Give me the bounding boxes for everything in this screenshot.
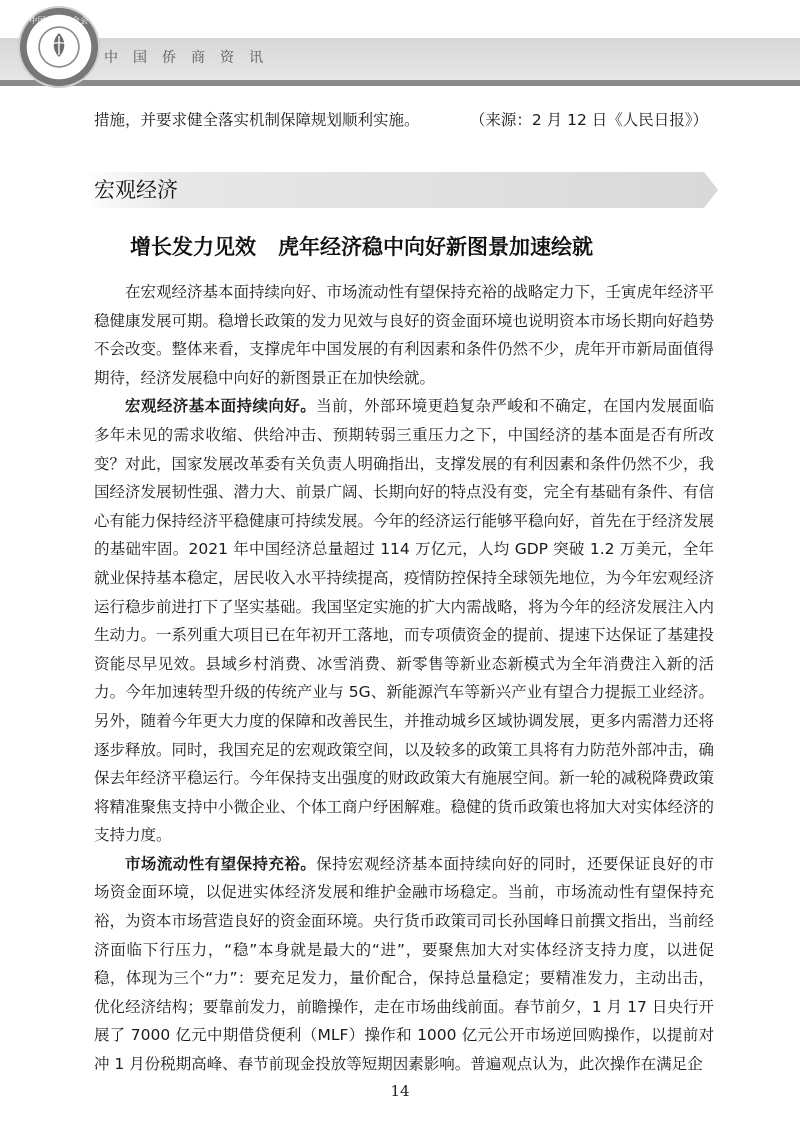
paragraph-lead: 市场流动性有望保持充裕。 bbox=[125, 854, 317, 873]
page-header bbox=[0, 0, 800, 88]
paragraph-lead: 宏观经济基本面持续向好。 bbox=[125, 397, 317, 416]
previous-article-ending bbox=[94, 106, 714, 134]
article-body bbox=[94, 278, 714, 1079]
section-title: 宏观经济 bbox=[94, 178, 178, 202]
section-heading-bar bbox=[84, 172, 704, 208]
paragraph-text: 当前，外部环境更趋复杂严峻和不确定，在国内发展面临多年未见的需求收缩、供给冲击、预期转弱三重压力之下，中国经济的基本面是否有所改变？对此，国家发展改革委有关负责人明确指出，支撑发展的有利因素和条件仍然不少，我国经济发展韧性强、潜力大、前景广阔、长期向好的特点没有变，完全有基础有条件、有信心有能力保持经济平稳健康可持续发展。今年的经济运行能够平稳向好，首先在于经济发展的基础牢固。2021 年中国经济总量超过 114 万亿元，人均 GDP 突破 1.2 万美元，全年就业保持基本稳定，居民收入水平持续提高，疫情防控保持全球领先地位，为今年宏观经济运行稳步前进打下了坚实基础。我国坚定实施的扩大内需战略，将为今年的经济发展注入内生动力。一系列重大项目已在年初开工落地，而专项债资金的提前、提速下达保证了基建投资能尽早见效。县域乡村消费、冰雪消费、新零售等新业态新模式为全年消费注入新的活力。今年加速转型升级的传统产业与 5G、新能源汽车等新兴产业有望合力提振工业经济。另外，随着今年更大力度的保障和改善民生，并推动城乡区域协调发展，更多内需潜力还将逐步释放。同时，我国充足的宏观政策空间，以及较多的政策工具将有力防范外部冲击，确保去年经济平稳运行。今年保持支出强度的财政政策大有施展空间。新一轮的减税降费政策将精准聚焦支持中小微企业、个体工商户纾困解难。稳健的货币政策也将加大对实体经济的支持力度。 bbox=[94, 397, 715, 845]
paragraph-text: 在宏观经济基本面持续向好、市场流动性有望保持充裕的战略定力下，壬寅虎年经济平稳健康发展可期。稳增长政策的发力见效与良好的资金面环境也说明资本市场长期向好趋势不会改变。整体来看，支撑虎年中国发展的有利因素和条件仍然不少，虎年开市新局面值得期待，经济发展稳中向好的新图景正在加快绘就。 bbox=[94, 283, 715, 387]
source-citation: （来源：2 月 12 日《人民日报》） bbox=[469, 111, 708, 129]
header-title: 中国侨商资讯 bbox=[104, 50, 278, 66]
paragraph-text: 保持宏观经济基本面持续向好的同时，还要保证良好的市场资金面环境，以促进实体经济发展和维护金融市场稳定。当前，市场流动性有望保持充裕，为资本市场营造良好的资金面环境。央行货币政策司司长孙国峰日前撰文指出，当前经济面临下行压力，“稳”本身就是最大的“进”，要聚焦加大对实体经济支持力度，以进促稳，体现为三个“力”：要充足发力，量价配合，保持总量稳定；要精准发力，主动出击，优化经济结构；要靠前发力，前瞻操作，走在市场曲线前面。春节前夕，1 月 17 日央行开展了 7000 亿元中期借贷便利（MLF）操作和 1000 亿元公开市场逆回购操作，以提前对冲 1 月份税期高峰、春节前现金投放等短期因素影响。普遍观点认为，此次操作在满足企 bbox=[94, 854, 715, 1074]
previous-article-text: 措施，并要求健全落实机制保障规划顺利实施。 bbox=[94, 111, 420, 129]
organization-logo bbox=[18, 6, 100, 88]
article-title-part1: 增长发力见效 bbox=[130, 235, 256, 259]
paragraph bbox=[94, 850, 714, 1079]
leaf-emblem-icon bbox=[44, 30, 74, 60]
article-title-part2: 虎年经济稳中向好新图景加速绘就 bbox=[278, 235, 593, 259]
paragraph bbox=[94, 392, 714, 850]
page-number: 14 bbox=[390, 1082, 410, 1100]
article-title bbox=[130, 230, 690, 264]
logo-text: 中国侨商联合会 bbox=[29, 16, 89, 25]
paragraph bbox=[94, 278, 714, 392]
header-band-dark bbox=[0, 80, 800, 86]
